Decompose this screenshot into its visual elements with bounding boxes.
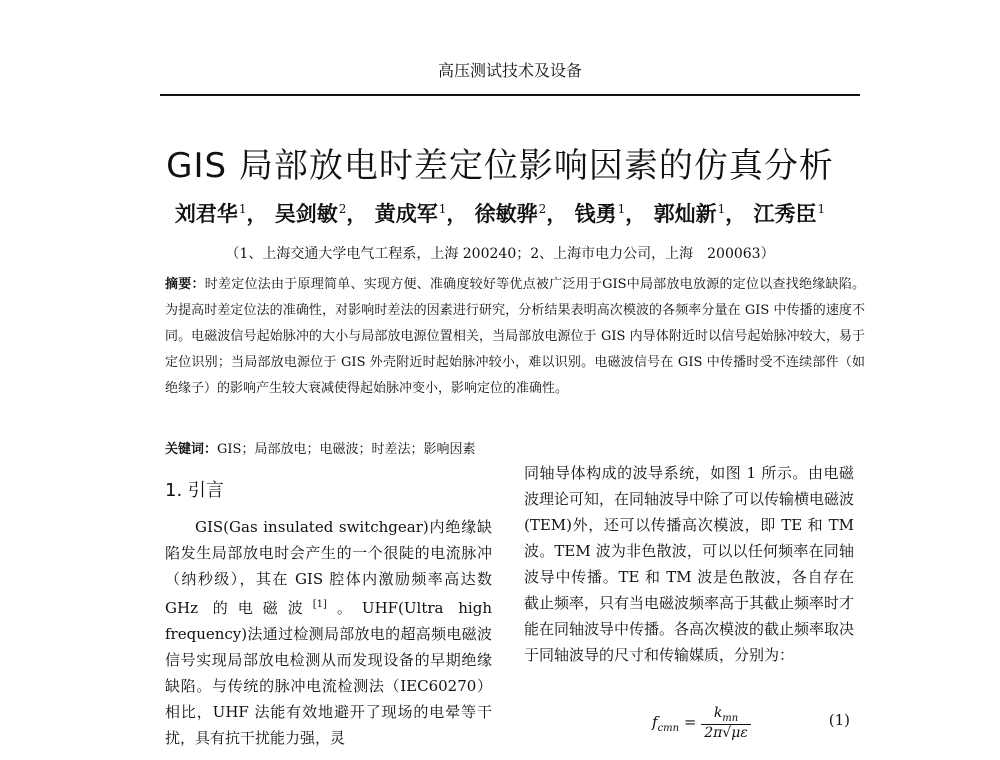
author: 吴剑敏$^2$， — [274, 201, 368, 226]
paper-title: GIS 局部放电时差定位影响因素的仿真分析 — [166, 146, 834, 186]
intro-paragraph: GIS(Gas insulated switchgear)内绝缘缺陷发生局部放电时会产生的一个很陡的电流脉冲（纳秒级），其在 GIS 腔体内激励频率高达数 GHz 的电磁波[1]。UHF(Ultra high frequency)法通过检测局部放电的超高频电磁波信号实现局部放电检测从而发现设备的早期绝缘缺陷。与传统的脉冲电流检测法（IEC60270）相比，UHF 法能有效地避开了现场的电晕等干扰，具有抗干扰能力强，灵 — [165, 518, 492, 747]
author: 钱勇$^1$， — [574, 201, 647, 226]
keywords-label: 关键词： — [165, 442, 218, 457]
equation-1 — [524, 705, 854, 751]
abstract-text: 时差定位法由于原理简单、实现方便、准确度较好等优点被广泛用于GIS中局部放电放源的定位以查找绝缘缺陷。为提高时差定位法的准确性，对影响时差法的因素进行研究，分析结果表明高次模波的各频率分量在 GIS 中传播的速度不同。电磁波信号起始脉冲的大小与局部放电源位置相关，当局部放电源位于 GIS 内导体附近时以信号起始脉冲较大，易于定位识别；当局部放电源位于 GIS 外壳附近时起始脉冲较小，难以识别。电磁波信号在 GIS 中传播时受不连续部件（如绝缘子）的影响产生较大衰减使得起始脉冲变小，影响定位的准确性。 — [165, 277, 865, 396]
keywords — [165, 438, 865, 457]
cutoff-frequency-formula: $f_{cmn}$ = $\frac{k_{mn}}{2\pi√\mu\varepsilon}$ — [652, 705, 751, 741]
waveguide-paragraph: 同轴导体构成的波导系统，如图 1 所示。由电磁波理论可知，在同轴波导中除了可以传输横电磁波(TEM)外，还可以传播高次模波，即 TE 和 TM 波。TEM 波为非色散波，可以以任何频率在同轴波导中传播。TE 和 TM 波是色散波，各自存在截止频率，只有当电磁波频率高于其截止频率时才能在同轴波导中传播。各高次模波的截止频率取决于同轴波导的尺寸和传输媒质，分别为： — [524, 464, 855, 664]
left-column — [165, 476, 492, 751]
author: 黄成军$^1$， — [374, 201, 468, 226]
author: 刘君华$^1$， — [174, 201, 268, 226]
journal-header: 高压测试技术及设备 — [437, 61, 582, 80]
section-heading: 1. 引言 — [165, 480, 224, 501]
keywords-text: GIS；局部放电；电磁波；时差法；影响因素 — [217, 442, 476, 457]
right-column — [524, 460, 854, 668]
equation-number: (1) — [828, 711, 850, 729]
author: 徐敏骅$^2$， — [474, 201, 568, 226]
author-list — [60, 198, 940, 228]
author: 江秀臣$^1$ — [753, 201, 826, 226]
abstract-label: 摘要： — [165, 277, 205, 292]
abstract — [165, 272, 865, 402]
author: 郭灿新$^1$， — [653, 201, 747, 226]
affiliation: （1、上海交通大学电气工程系，上海 200240；2、上海市电力公司，上海 200063） — [225, 246, 775, 262]
fraction: $\frac{k_{mn}}{2\pi√\mu\varepsilon}$ — [701, 705, 751, 741]
header-rule — [160, 94, 860, 96]
citation[interactable]: [1] — [312, 599, 327, 610]
